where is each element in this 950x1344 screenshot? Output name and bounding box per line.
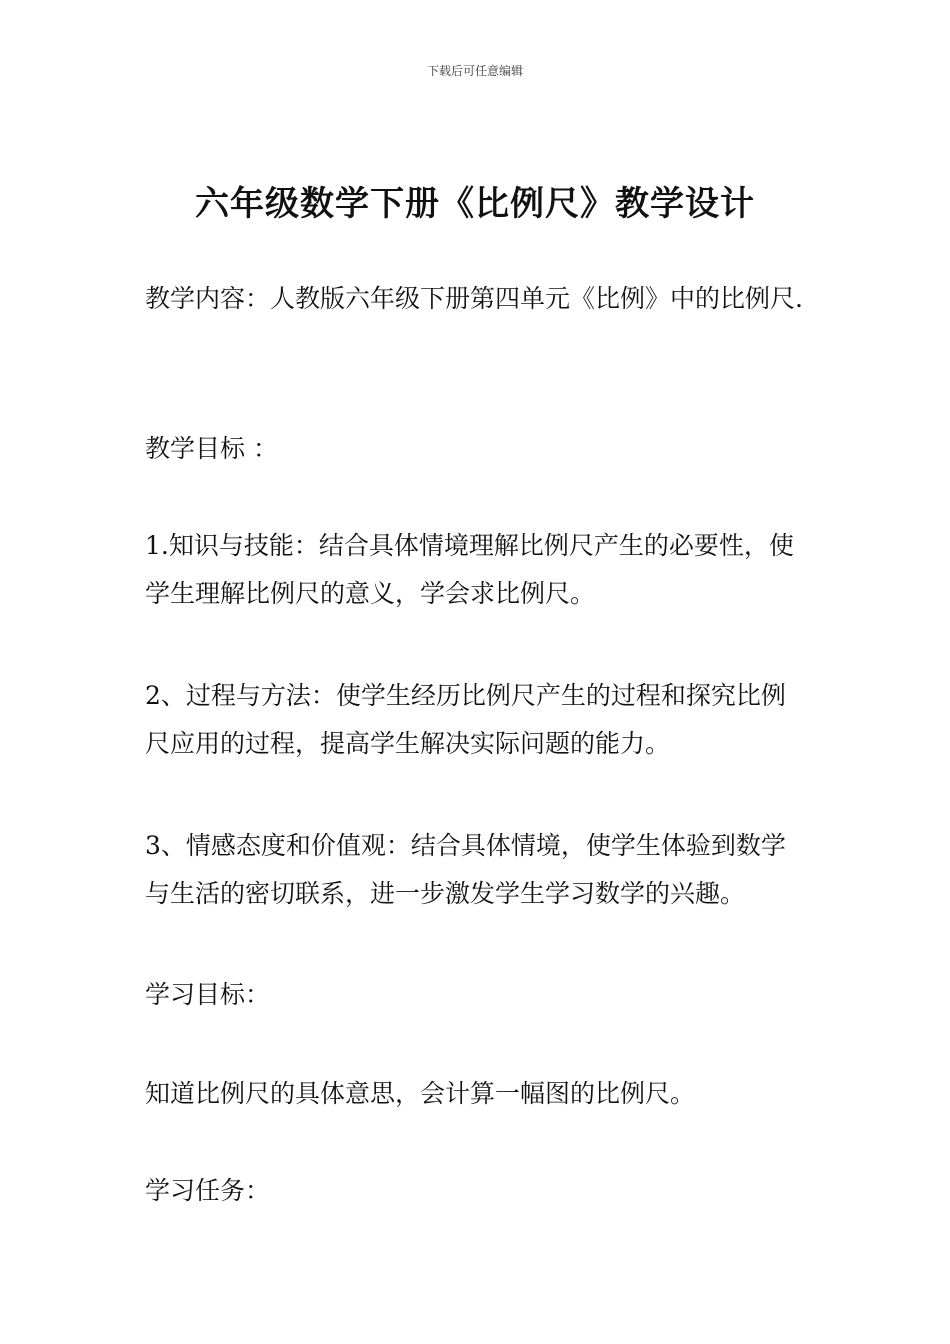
- paragraph-teaching-goals-heading: 教学目标 ：: [145, 434, 278, 463]
- header-note: 下载后可任意编辑: [426, 64, 523, 78]
- document-title: 六年级数学下册《比例尺》教学设计: [195, 184, 755, 224]
- paragraph-learning-goal: 知道比例尺的具体意思，会计算一幅图的比例尺。: [145, 1079, 696, 1108]
- paragraph-process-methods: 2、过程与方法：使学生经历比例尺产生的过程和探究比例尺应用的过程，提高学生解决实际问题的能力。: [145, 681, 786, 758]
- paragraph-learning-goals-heading: 学习目标：: [145, 980, 271, 1009]
- paragraph-learning-tasks-heading: 学习任务：: [145, 1176, 271, 1205]
- paragraph-teaching-content: 教学内容：人教版六年级下册第四单元《比例》中的比例尺.: [145, 284, 803, 313]
- paragraph-knowledge-skills: 1.知识与技能：结合具体情境理解比例尺产生的必要性，使学生理解比例尺的意义，学会求比例尺。: [145, 531, 794, 608]
- paragraph-emotion-values: 3、情感态度和价值观：结合具体情境，使学生体验到数学与生活的密切联系，进一步激发学生学习数学的兴趣。: [145, 831, 786, 908]
